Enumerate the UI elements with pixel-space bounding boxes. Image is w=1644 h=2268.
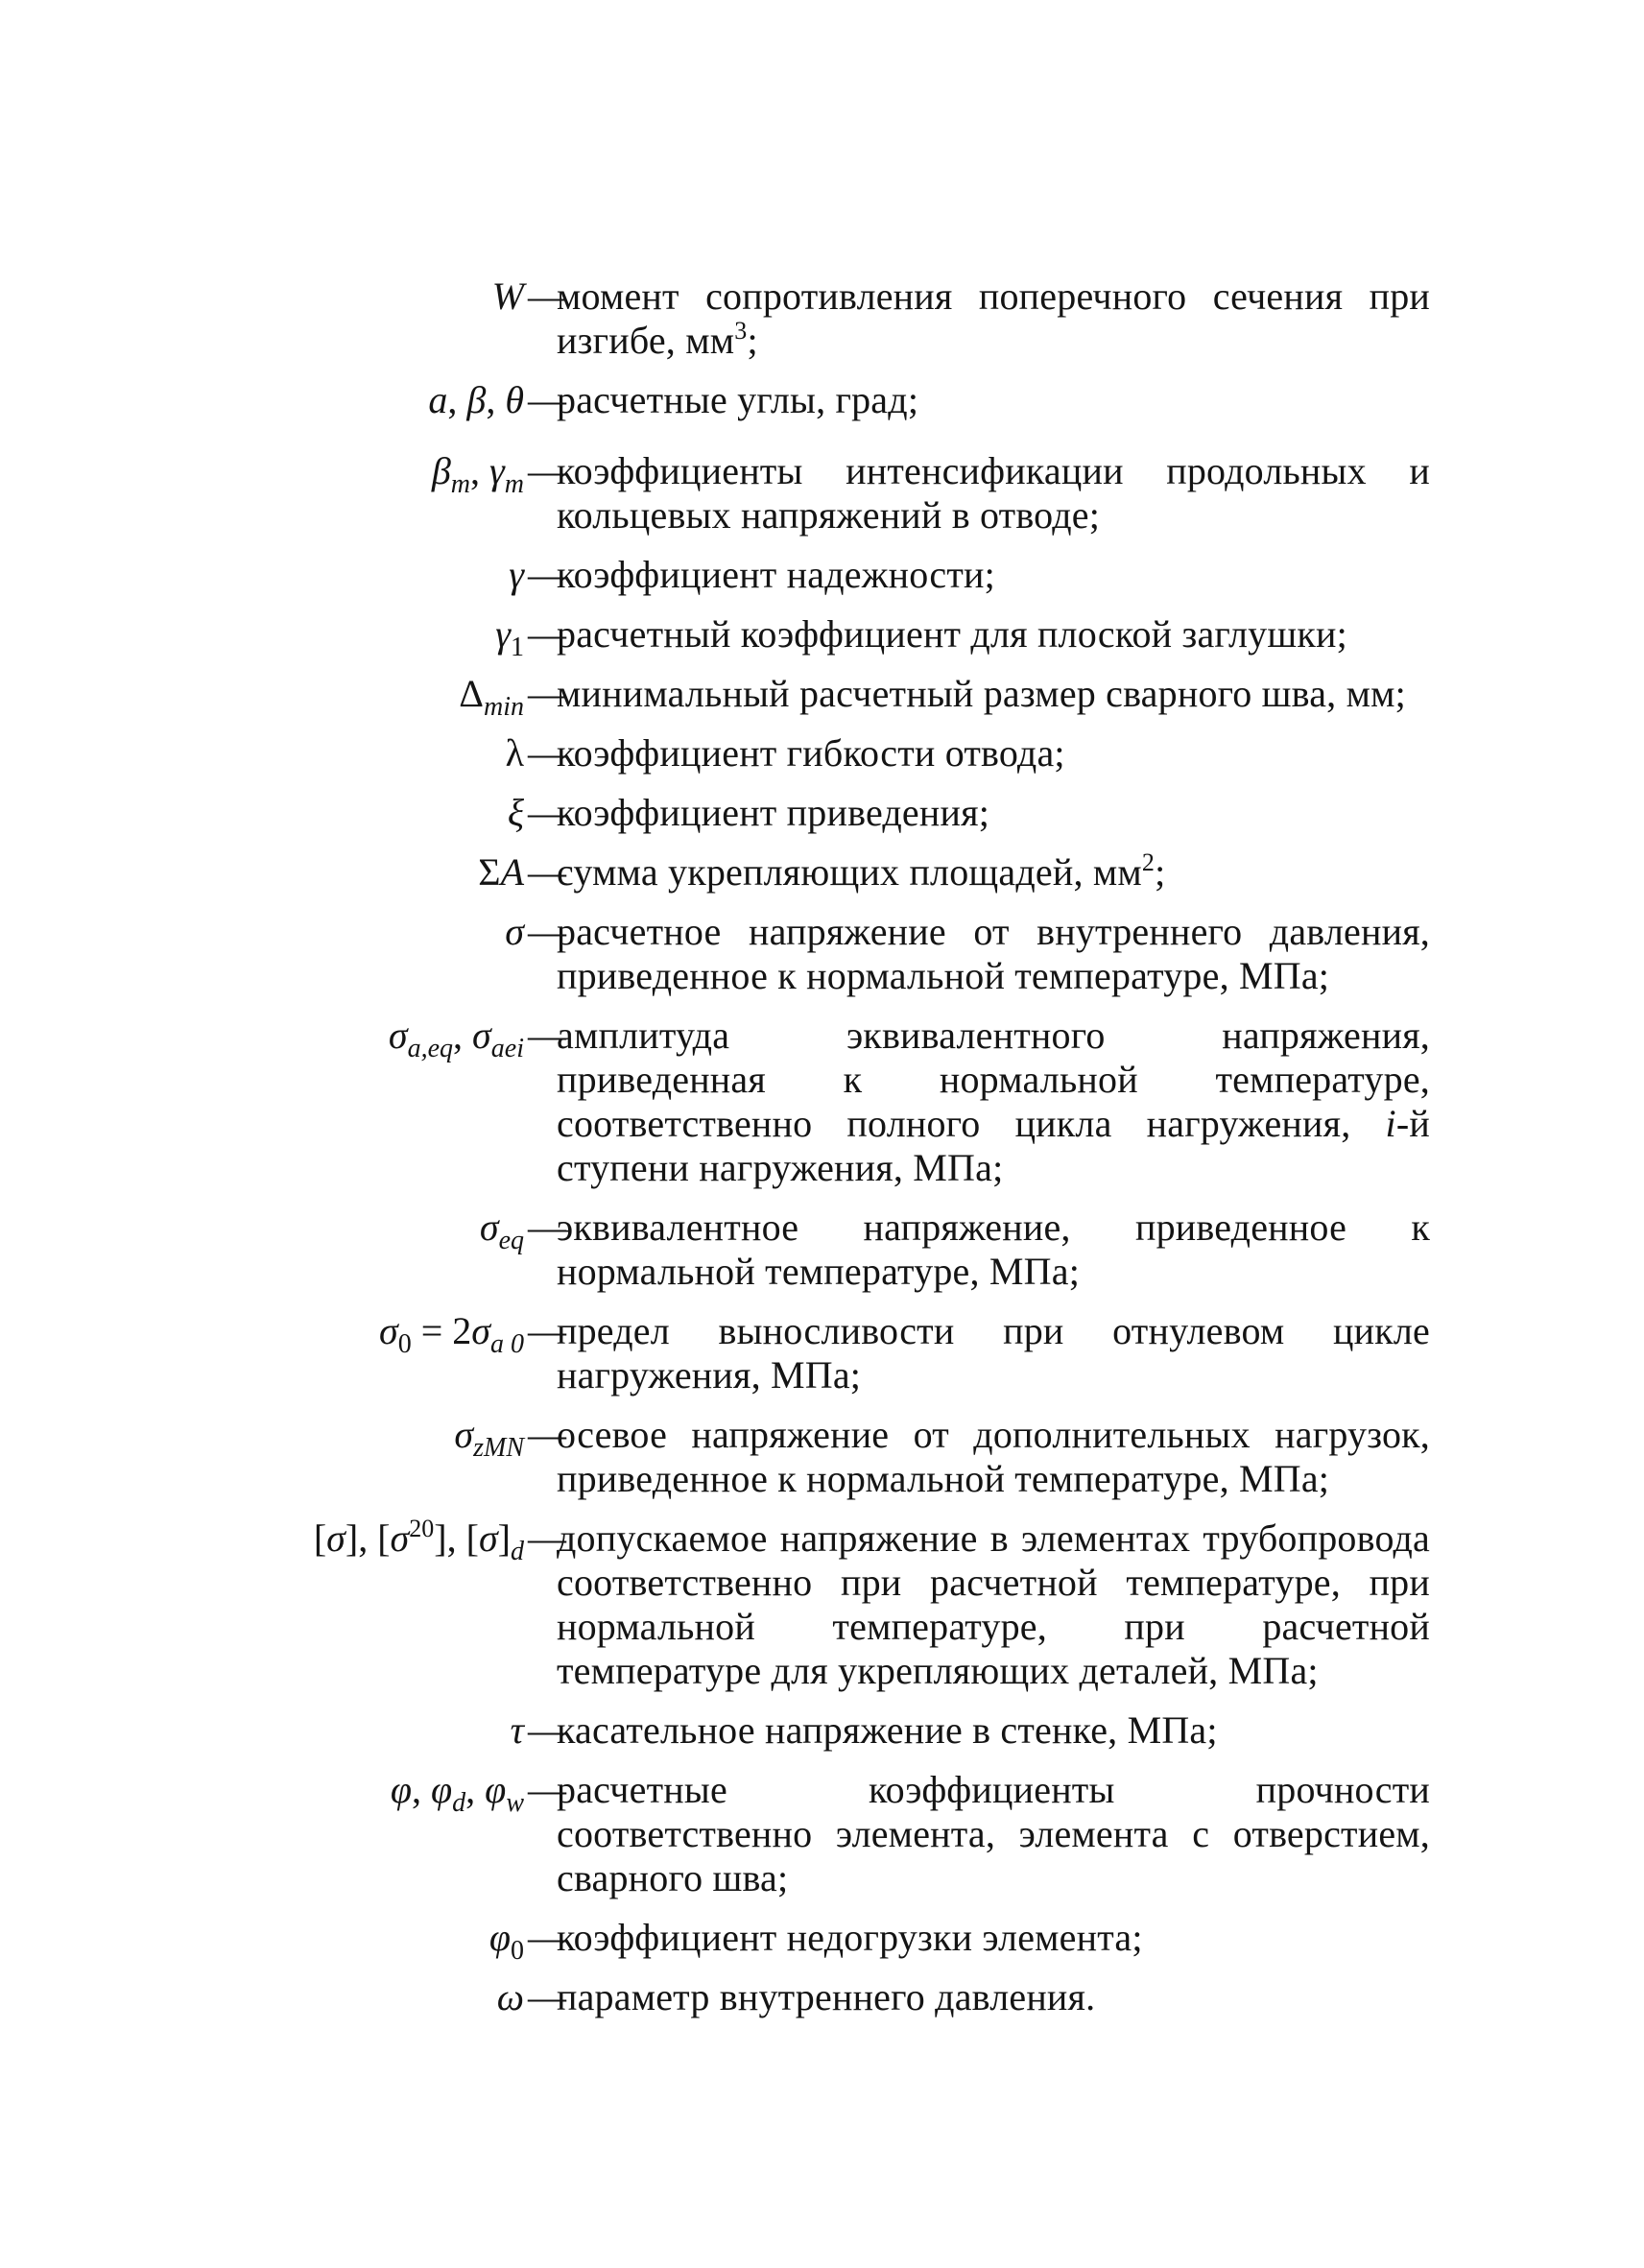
symbol-phi0: $\varphi_0$ (488, 1916, 524, 1966)
definition-sigma: расчетное напряжение от внутреннего давления, приведенное к нормальной температуре, МПа; (557, 910, 1430, 997)
symbol-glossary (144, 275, 1430, 2035)
definition-phi: расчетные коэффициенты прочности соответственно элемента, элемента с отверстием, сварного шва; (557, 1768, 1430, 1899)
glossary-entry-phi0 (144, 1916, 1430, 1966)
glossary-entry-sigma-aeq (144, 1014, 1430, 1190)
symbol-gamma: γ (509, 553, 524, 596)
glossary-entry-intensification (144, 449, 1430, 537)
symbol-sigma-eq: $\sigma_{eq}$ (479, 1206, 524, 1255)
dash: — (528, 275, 566, 318)
dash: — (528, 1516, 566, 1560)
glossary-entry-lambda (144, 731, 1430, 776)
dash: — (528, 791, 566, 834)
glossary-entry-sigma-0 (144, 1309, 1430, 1397)
symbol-gamma1: $\gamma_1$ (495, 612, 524, 662)
dash: — (528, 1708, 566, 1752)
glossary-entry-sigma-a (144, 850, 1430, 895)
symbol-omega: ω (496, 1975, 524, 2018)
dash: — (528, 850, 566, 894)
glossary-entry-xi (144, 791, 1430, 835)
symbol-sum-a: ΣA (478, 850, 524, 894)
glossary-entry-sigma (144, 910, 1430, 998)
definition-tau: касательное напряжение в стенке, МПа; (557, 1708, 1218, 1752)
symbol-tau: τ (510, 1708, 524, 1752)
dash: — (528, 672, 566, 715)
symbol-sigma-zmn: $\sigma_{zMN}$ (454, 1413, 524, 1463)
glossary-entry-tau (144, 1708, 1430, 1753)
definition-W: момент сопротивления поперечного сечения при изгибе, $мм^3$; (557, 275, 1430, 362)
glossary-entry-sigma-zmn (144, 1413, 1430, 1501)
glossary-entry-angles (144, 378, 1430, 422)
glossary-entry-gamma1 (144, 612, 1430, 662)
definition-delta-min: минимальный расчетный размер сварного шва, мм; (557, 672, 1406, 715)
dash: — (528, 910, 566, 953)
definition-gamma1: расчетный коэффициент для плоской заглушки; (557, 612, 1347, 656)
dash: — (528, 731, 566, 775)
definition-sigma-aeq: амплитуда эквивалентного напряжения, приведенная к нормальной температуре, соответственно полного цикла нагружения, i-й ступени нагружения, МПа; (557, 1014, 1430, 1189)
definition-angles: расчетные углы, град; (557, 378, 919, 421)
symbol-lambda: λ (505, 731, 524, 775)
dash: — (528, 1014, 566, 1057)
glossary-entry-phi (144, 1768, 1430, 1900)
definition-sigma-eq: эквивалентное напряжение, приведенное к нормальной температуре, МПа; (557, 1206, 1430, 1293)
symbol-beta-gamma-m: $\beta_m$, $\gamma_m$ (431, 449, 524, 499)
symbol-W: W (491, 275, 524, 318)
dash: — (528, 1413, 566, 1456)
definition-allowable-stress: допускаемое напряжение в элементах трубопровода соответственно при расчетной температуре, при нормальной температуре, при расчетной температуре для укрепляющих деталей, МПа; (557, 1516, 1430, 1692)
symbol-sigma-0: $\sigma_0 = 2\sigma_{a 0}$ (378, 1309, 524, 1359)
symbol-angles: a, β, θ (428, 378, 524, 421)
definition-sigma-zmn: осевое напряжение от дополнительных нагрузок, приведенное к нормальной температуре, МПа; (557, 1413, 1430, 1500)
definition-xi: коэффициент приведения; (557, 791, 990, 834)
definition-intensification: коэффициенты интенсификации продольных и кольцевых напряжений в отводе; (557, 449, 1430, 537)
symbol-delta-min: $\Delta_{min}$ (459, 672, 524, 722)
definition-lambda: коэффициент гибкости отвода; (557, 731, 1065, 775)
definition-omega: параметр внутреннего давления. (557, 1975, 1096, 2018)
definition-phi0: коэффициент недогрузки элемента; (557, 1916, 1143, 1959)
glossary-entry-sigma-eq (144, 1206, 1430, 1294)
definition-sigma-0: предел выносливости при отнулевом цикле нагружения, МПа; (557, 1309, 1430, 1397)
definition-gamma: коэффициент надежности; (557, 553, 995, 596)
dash: — (528, 1309, 566, 1352)
glossary-entry-W (144, 275, 1430, 363)
dash: — (528, 612, 566, 656)
definition-sum-a: сумма укрепляющих площадей, $мм^2$; (557, 848, 1166, 894)
glossary-entry-delta-min (144, 672, 1430, 722)
dash: — (528, 378, 566, 421)
dash: — (528, 1206, 566, 1249)
dash: — (528, 553, 566, 596)
dash: — (528, 449, 566, 492)
symbol-xi: ξ (507, 791, 524, 834)
symbol-phi: φ, $\varphi_d$, $\varphi_w$ (390, 1768, 524, 1818)
glossary-entry-omega (144, 1975, 1430, 2019)
glossary-entry-gamma (144, 553, 1430, 597)
dash: — (528, 1916, 566, 1959)
glossary-entry-allowable-stress (144, 1516, 1430, 1693)
symbol-allowable-stress: [σ], $[\sigma^{20}]$, $[\sigma]_d$ (313, 1515, 524, 1566)
dash: — (528, 1975, 566, 2018)
dash: — (528, 1768, 566, 1811)
symbol-sigma-aeq-aei: $\sigma_{a,eq}$, $\sigma_{aei}$ (388, 1014, 524, 1063)
symbol-sigma: σ (505, 910, 524, 953)
